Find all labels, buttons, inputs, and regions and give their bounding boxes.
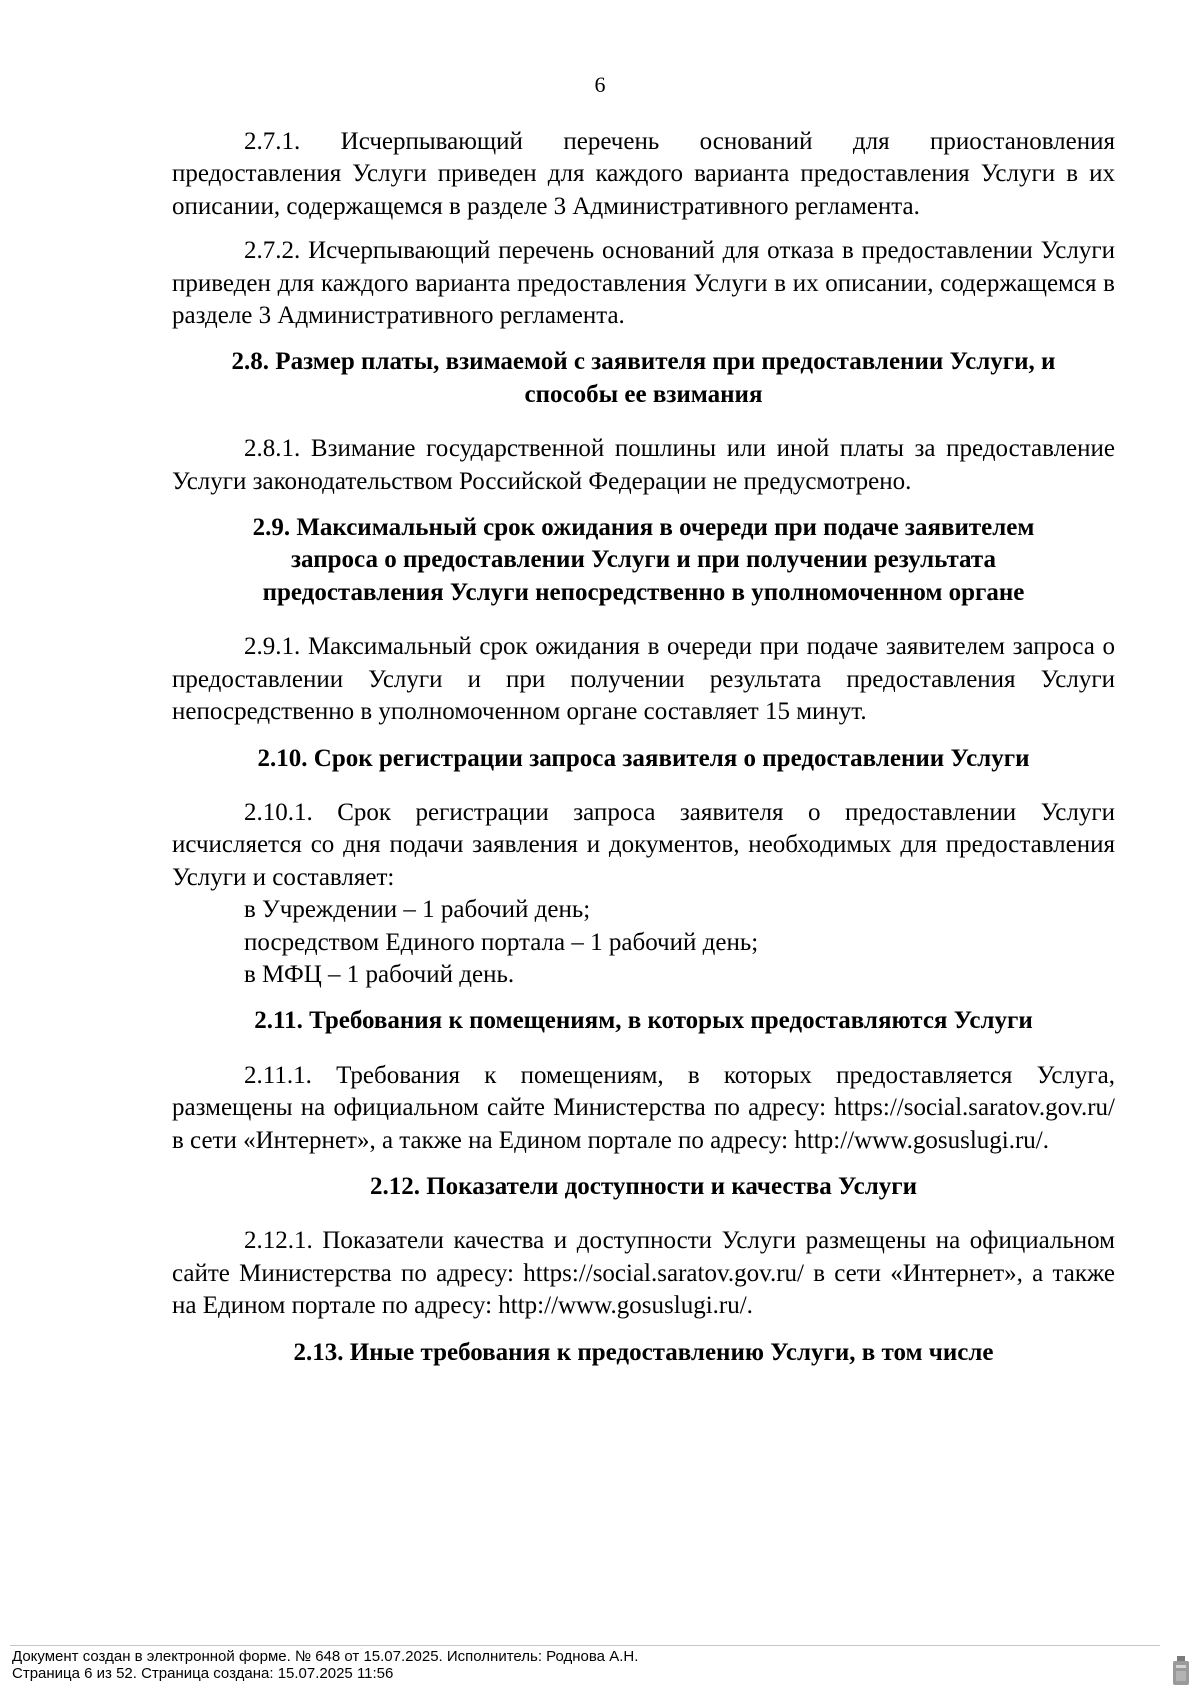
heading-line: способы ее взимания bbox=[524, 380, 763, 408]
heading-line: предоставления Услуги непосредственно в уполномоченном органе bbox=[262, 578, 1025, 606]
section-heading-2-12 bbox=[172, 1171, 1115, 1203]
paragraph-2-11-1 bbox=[172, 1060, 1115, 1157]
heading-line: 2.11. Требования к помещениям, в которых предоставляются Услуги bbox=[254, 1007, 1033, 1035]
paragraph-text: Показатели качества и доступности Услуги размещены на официальном сайте Министерства по адресу: https://social.saratov.gov.ru/ в сети «Интернет», а также на Едином портале по адресу: http://www.gosuslugi.ru/. bbox=[172, 1227, 1115, 1320]
paragraph-text: Максимальный срок ожидания в очереди при подаче заявителем запроса о предоставлении Услуги и при получении результата предоставления Услуги непосредственно в уполномоченном органе составляет 15 минут. bbox=[172, 633, 1115, 726]
page-number: 6 bbox=[594, 72, 606, 97]
footer-line: Страница 6 из 52. Страница создана: 15.07.2025 11:56 bbox=[12, 1665, 394, 1682]
paragraph-2-9-1 bbox=[172, 631, 1115, 728]
heading-line: 2.10. Срок регистрации запроса заявителя о предоставлении Услуги bbox=[257, 744, 1030, 772]
paragraph-text: Исчерпывающий перечень оснований для приостановления предоставления Услуги приведен для каждого варианта предоставления Услуги в их описании, содержащемся в разделе 3 Административного регламента. bbox=[172, 128, 1115, 220]
paragraph-text: Исчерпывающий перечень оснований для отказа в предоставлении Услуги приведен для каждого варианта предоставления Услуги в их описании, содержащемся в разделе 3 Административного регламента. bbox=[172, 237, 1115, 330]
paragraph-number: 2.7.2. bbox=[244, 237, 301, 265]
paragraph-number: 2.9.1. bbox=[244, 633, 301, 661]
paragraph-number: 2.10.1. bbox=[244, 798, 313, 826]
coat-of-arms-icon bbox=[1170, 1655, 1192, 1687]
paragraph-2-12-1 bbox=[172, 1225, 1115, 1322]
heading-line: 2.8. Размер платы, взимаемой с заявителя при предоставлении Услуги, и bbox=[231, 348, 1056, 376]
section-heading-2-13 bbox=[172, 1337, 1115, 1369]
paragraph-2-8-1 bbox=[172, 433, 1115, 498]
paragraph-text: Срок регистрации запроса заявителя о предоставлении Услуги исчисляется со дня подачи заявления и документов, необходимых для предоставления Услуги и составляет: bbox=[172, 798, 1115, 891]
section-heading-2-10 bbox=[172, 743, 1115, 775]
section-heading-2-8 bbox=[172, 346, 1115, 411]
section-heading-2-11 bbox=[172, 1005, 1115, 1037]
paragraph-2-10-1 bbox=[172, 797, 1115, 894]
paragraph-number: 2.7.1. bbox=[244, 128, 301, 155]
document-body bbox=[172, 126, 1115, 1391]
list-item: в Учреждении – 1 рабочий день; bbox=[244, 896, 591, 924]
document-footer bbox=[12, 1648, 638, 1682]
paragraph-number: 2.12.1. bbox=[244, 1227, 313, 1255]
paragraph-text: Требования к помещениям, в которых предоставляется Услуга, размещены на официальном сайте Министерства по адресу: https://social.saratov.gov.ru/ в сети «Интернет», а также на Едином портале по адресу: http://www.gosuslugi.ru/. bbox=[172, 1061, 1115, 1154]
footer-divider bbox=[10, 1645, 1160, 1646]
heading-line: 2.12. Показатели доступности и качества Услуги bbox=[369, 1172, 918, 1200]
heading-line: 2.9. Максимальный срок ожидания в очереди при подаче заявителем bbox=[252, 514, 1035, 542]
paragraph-2-7-1 bbox=[172, 126, 1115, 223]
paragraph-2-7-2 bbox=[172, 235, 1115, 332]
list-item: посредством Единого портала – 1 рабочий день; bbox=[244, 928, 759, 956]
heading-line: 2.13. Иные требования к предоставлению Услуги, в том числе bbox=[293, 1338, 994, 1366]
section-heading-2-9 bbox=[172, 512, 1115, 609]
heading-line: запроса о предоставлении Услуги и при получении результата bbox=[291, 546, 996, 574]
paragraph-text: Взимание государственной пошлины или иной платы за предоставление Услуги законодательством Российской Федерации не предусмотрено. bbox=[172, 435, 1115, 495]
paragraph-number: 2.8.1. bbox=[244, 435, 301, 463]
list-item: в МФЦ – 1 рабочий день. bbox=[244, 960, 515, 988]
paragraph-number: 2.11.1. bbox=[244, 1061, 312, 1089]
footer-line: Документ создан в электронной форме. № 648 от 15.07.2025. Исполнитель: Роднова А.Н. bbox=[12, 1648, 639, 1665]
